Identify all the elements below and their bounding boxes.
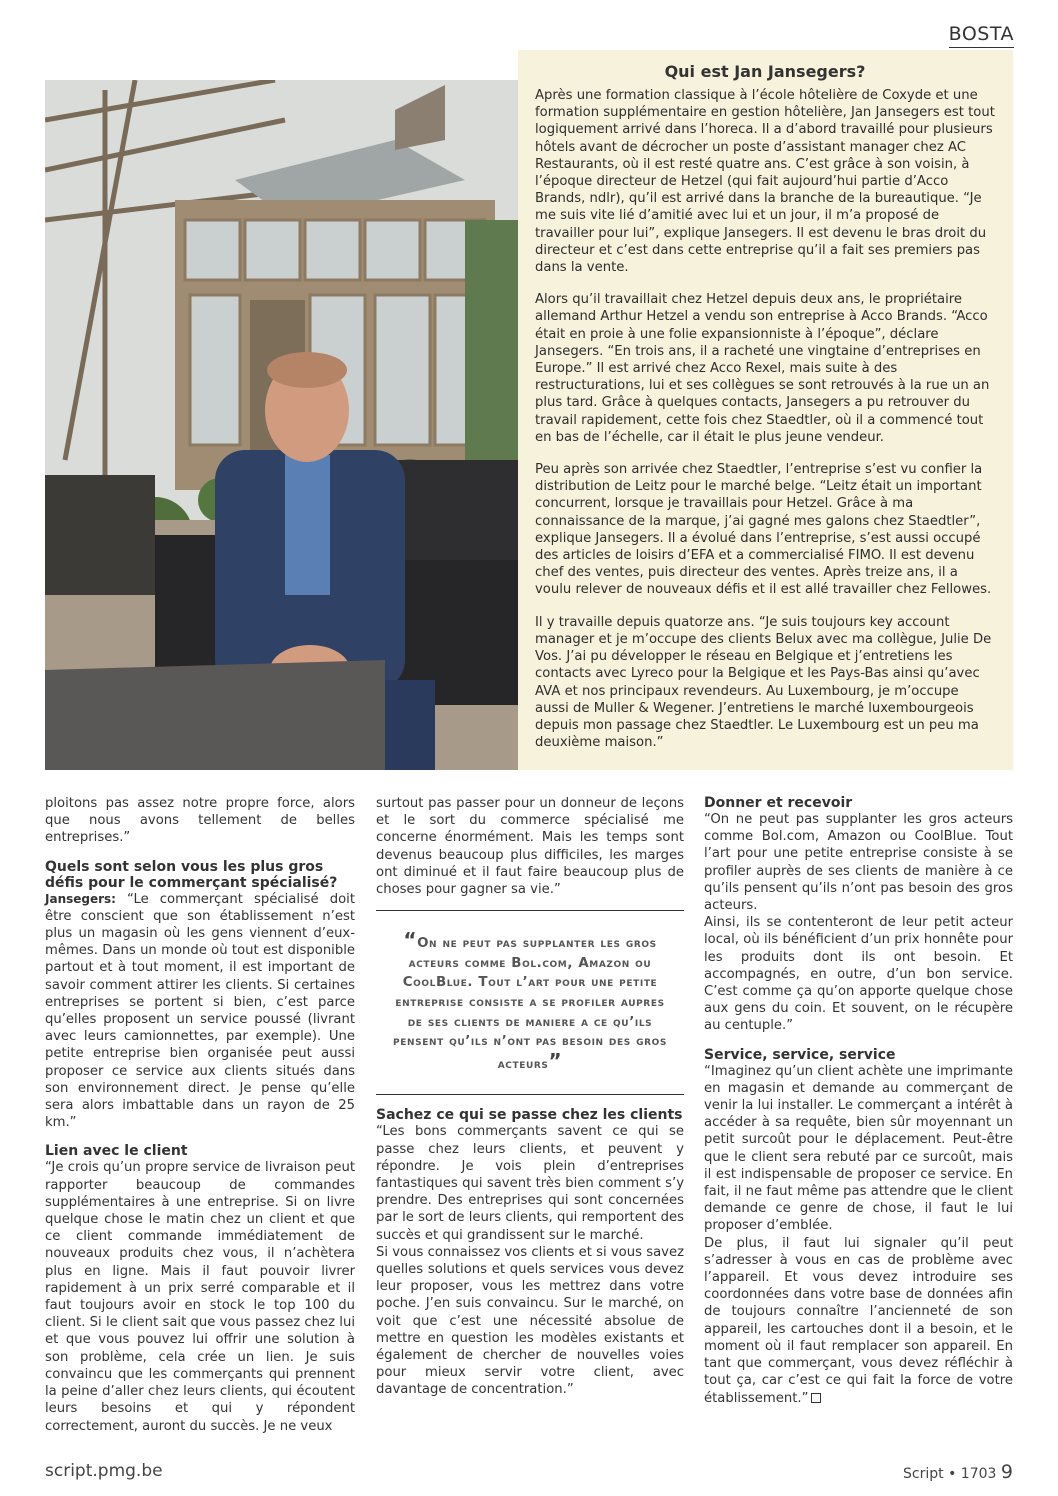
speaker-label: Jansegers:: [45, 891, 116, 906]
body-paragraph: [45, 891, 355, 1132]
quote-close-mark: ”: [548, 1048, 563, 1073]
section-heading: Quels sont selon vous les plus gros défis pour le commerçant spécialisé?: [45, 858, 338, 891]
footer-website-link[interactable]: script.pmg.be: [45, 1461, 163, 1481]
body-paragraph: ploitons pas assez notre propre force, alors que nous avons tellement de belles entreprises.”: [45, 796, 355, 846]
sidebar-paragraph: Peu après son arrivée chez Staedtler, l’entreprise s’est vu confier la distribution de Leitz pour le marché belge. “Leitz était un important concurrent, lorsque je travaillais pour Hetzel. Grâce à ma connaissance de la marque, j’ai gagné mes galons chez Staedtler”, explique Jansegers. Il a évolué dans l’entreprise, s’est aussi occupé des articles de loisirs d’EFA et a commercialisé FIMO. Il est devenu chef des ventes, puis directeur des ventes. Après treize ans, il a voulu relever de nouveaux défis et il est allé travailler chez Fellowes.: [535, 462, 992, 598]
article-column-1: [45, 795, 355, 1435]
closing-text: De plus, il faut lui signaler qu’il peut s’adresser à vous en cas de problème avec l’appareil. Et vous devez introduire ses coordonnées dans votre base de données afin de toujours connaître l’ancienneté de son appareil, les cartouches dont il a besoin, et le moment où il faut remplacer son appareil. En tant que commerçant, vous devez réfléchir à tout ça, car c’est ce qui fait la force de votre établissement.”: [704, 1235, 1013, 1406]
body-paragraph: “On ne peut pas supplanter les gros acteurs comme Bol.com, Amazon ou CoolBlue. Tout l’art pour une petite entreprise consiste à se profiler auprès de ses clients de manière à ce qu’ils pensent qu’ils n’ont pas besoin des gros acteurs.: [704, 812, 1013, 914]
portrait-photo: [45, 80, 518, 770]
pull-quote: [376, 910, 684, 1095]
footer-issue: [903, 1461, 1013, 1483]
sidebar-paragraph: Après une formation classique à l’école hôtelière de Coxyde et une formation supplémentaire en gestion hôtelière, Jan Jansegers est tout logiquement arrivé dans l’horeca. Il a d’abord travaillé pour plusieurs hôtels avant de décrocher un poste d’assistant manager chez AC Restaurants, où il est resté quatre ans. C’est grâce à son voisin, à l’époque directeur de Hetzel (qui fait aujourd’hui partie d’Acco Brands, ndlr), qu’il est arrivé dans la branche de la bureautique. “Je me suis vite lié d’amitié avec lui et un jour, il m’a proposé de travailler pour lui”, explique Jansegers. Il est devenu le bras droit du directeur et c’est dans cette entreprise qu’il a fait ses premiers pas dans la vente.: [535, 88, 995, 276]
section-heading: Lien avec le client: [45, 1143, 188, 1160]
section-heading: Sachez ce qui se passe chez les clients: [376, 1107, 683, 1124]
body-paragraph: Ainsi, ils se contenteront de leur petit acteur local, où ils bénéficient d’un prix honnête pour les produits dont ils ont besoin. Et accompagnés, en outre, d’un bon service. C’est comme ça qu’on apporte quelque chose aux gens du coin. Et souvent, on le récupère au centuple.”: [704, 915, 1013, 1034]
answer-text: “Le commerçant spécialisé doit être conscient que son établissement n’est plus un magasin où les gens viennent d’eux-mêmes. Dans un monde où tout est disponible partout et à tout moment, il est important de savoir comment attirer les clients. Si certaines entreprises se portent si bien, c’est parce qu’elles proposent un service poussé (livrant avec leurs camionnettes, par exemple). Une petite entreprise bien organisée peut aussi proposer ce service aux clients situés dans son environnement direct. Je pense qu’elle sera alors imbattable dans un rayon de 25 km.”: [45, 891, 355, 1131]
end-of-article-icon: [811, 1393, 821, 1403]
issue-label: Script • 1703: [903, 1466, 997, 1482]
body-paragraph: “Je crois qu’un propre service de livraison peut rapporter beaucoup de commandes supplémentaires à une entreprise. Si on livre quelque chose le matin chez un client et que ce client commande immédiatement de nouveaux produits chez vous, il n’achètera plus en ligne. Mais il faut pouvoir livrer rapidement à un prix serré comparable et il faut toujours avoir en stock le top 100 du client. Si le client sait que vous passez chez lui et que vous pouvez lui offrir une solution à son problème, cela crée un lien. Je suis convaincu que les commerçants qui prennent la peine d’aller chez leurs clients, qui écoutent leurs besoins et qui y répondent correctement, auront du succès. Je ne veux: [45, 1160, 355, 1434]
body-paragraph: [704, 1235, 1013, 1407]
body-paragraph: “Imaginez qu’un client achète une imprimante en magasin et demande au commerçant de venir la lui installer. Le commerçant a intérêt à accéder à sa requête, bien sûr moyennant un petit surcoût pour le déplacement. Peut-être que le client sera rebuté par ce surcoût, mais il est indispensable de proposer ce service. En fait, il ne faut même pas attendre que le client demande ce genre de chose, il faut le lui proposer d’emblée.: [704, 1063, 1013, 1234]
body-paragraph: surtout pas passer pour un donneur de leçons et le sort du commerce spécialisé me concerne énormément. Mais les temps sont devenus beaucoup plus difficiles, les marges ont diminué et il faut faire beaucoup plus de choses pour gagner sa vie.”: [376, 796, 684, 898]
section-label: BOSTA: [949, 23, 1014, 48]
sidebar-paragraph: Il y travaille depuis quatorze ans. “Je suis toujours key account manager et je m’occupe des clients Belux avec ma collègue, Julie De Vos. J’ai pu développer le réseau en Belgique et j’entretiens les contacts avec Lyreco pour la Belgique et les Pays-Bas ainsi qu’avec AVA et nos principaux revendeurs. Au Luxembourg, je m’occupe aussi de Muller & Wegener. J’entretiens le marché luxembourgeois depuis mon passage chez Staedtler. Le Luxembourg est un peu ma deuxième maison.”: [535, 614, 992, 751]
section-heading: Service, service, service: [704, 1046, 896, 1063]
page-number: 9: [1000, 1461, 1013, 1483]
section-heading: Donner et recevoir: [704, 795, 853, 811]
body-paragraph: “Les bons commerçants savent ce qui se passe chez leurs clients, et peuvent y répondre. Je vois plein d’entreprises fantastiques qui savent très bien comment s’y prendre. Des entreprises qui sont concernées par le sort de leurs clients, qui remportent des succès et qui grandissent sur le marché.: [376, 1124, 684, 1243]
sidebar-paragraph: Alors qu’il travaillait chez Hetzel depuis deux ans, le propriétaire allemand Arthur Hetzel a vendu son entreprise à Acco Brands. “Acco était en proie à une folie expansionniste à l’époque”, déclare Jansegers. “En trois ans, il a racheté une vingtaine d’entreprises en Europe.” Il est arrivé chez Acco Rexel, mais suite à des restructurations, lui et ses collègues se sont retrouvés à la rue un an plus tard. Grâce à quelques contacts, Jansegers a pu retrouver du travail rapidement, cette fois chez Staedtler, où il a commencé tout en bas de l’échelle, car il était le plus jeune vendeur.: [535, 292, 990, 445]
article-column-3: [704, 795, 1013, 1407]
quote-open-mark: “: [403, 928, 418, 953]
body-paragraph: Si vous connaissez vos clients et si vous savez quelles solutions et quels services vous devez leur proposer, vous les mettrez dans votre poche. J’en suis convaincu. Sur le marché, on voit que c’est une nécessité absolue de mettre en question les modèles existants et également de chercher de nouvelles voies pour mieux servir votre client, avec davantage de concentration.”: [376, 1244, 684, 1398]
sidebar-title: Qui est Jan Jansegers?: [664, 62, 866, 81]
bio-sidebar: [518, 50, 1013, 770]
article-column-2: [376, 795, 684, 1399]
pull-quote-text: On ne peut pas supplanter les gros acteurs comme Bol.com, Amazon ou CoolBlue. Tout l’art pour une petite entreprise consiste a se profiler aupres de ses clients de maniere a ce qu’ils pensent qu’ils n’ont pas besoin des gros acteurs: [393, 936, 667, 1072]
